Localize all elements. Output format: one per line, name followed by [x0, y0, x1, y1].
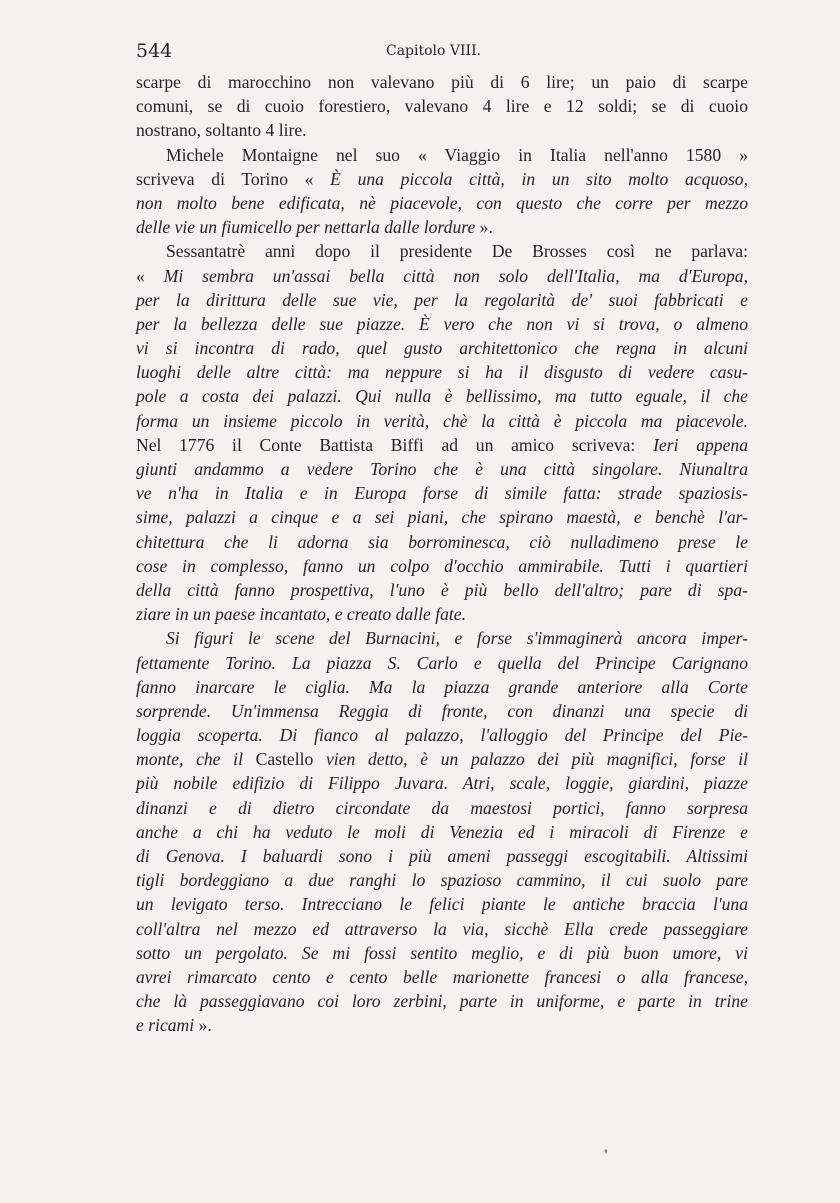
text-line: tigli bordeggiano a due ranghi lo spazioso cammino, il cui suolo pare [136, 870, 748, 891]
text-line: dinanzi e di dietro circondate da maestosi portici, fanno sorpresa [136, 797, 748, 818]
text-line: e ricami ». [136, 1015, 212, 1036]
text-line: nostrano, soltanto 4 lire. [136, 120, 307, 141]
text-line: coll'altra nel mezzo ed attraverso la via, sicchè Ella crede passeggiare [136, 918, 748, 939]
text-line: giunti andammo a vedere Torino che è una città singolare. Niunaltra [136, 459, 748, 479]
text-line: per la bellezza delle sue piazze. È vero che non vi si trova, o almeno [136, 313, 748, 334]
text-line: Nel 1776 il Conte Battista Biffi ad un amico scriveva: Ieri appena [136, 434, 748, 455]
page-number: 544 [136, 40, 173, 62]
text-line: sime, palazzi a cinque e a sei piani, che spirano maestà, e benchè l'ar- [136, 507, 748, 528]
text-line: loggia scoperta. Di fianco al palazzo, l'alloggio del Principe del Pie- [136, 725, 748, 746]
body-text [136, 70, 748, 1038]
text-line: che là passeggiavano coi loro zerbini, parte in uniforme, e parte in trine [136, 991, 748, 1012]
text-line: chitettura che li adorna sia borrominesca, ciò nulladimeno prese le [136, 531, 748, 552]
text-line: un levigato terso. Intrecciano le felici piante le antiche braccia l'una [136, 894, 748, 915]
text-line: Sessantatrè anni dopo il presidente De Brosses così ne parlava: [166, 241, 748, 262]
text-line: ve n'ha in Italia e in Europa forse di simile fatta: strade spaziosis- [136, 483, 748, 504]
text-line: scarpe di marocchino non valevano più di 6 lire; un paio di scarpe [136, 72, 748, 92]
text-line: Michele Montaigne nel suo « Viaggio in Italia nell'anno 1580 » [166, 144, 748, 165]
text-line: sotto un pergolato. Se mi fossi sentito meglio, e di più buon umore, vi [136, 942, 748, 963]
text-line: fanno inarcare le ciglia. Ma la piazza grande anteriore alla Corte [136, 676, 748, 697]
text-line: di Genova. I baluardi sono i più ameni passeggi escogitabili. Altissimi [136, 846, 748, 866]
text-line: pole a costa dei palazzi. Qui nulla è bellissimo, ma tutto eguale, il che [136, 386, 748, 407]
text-line: Si figuri le scene del Burnacini, e forse s'immaginerà ancora imper- [166, 628, 748, 649]
text-line: non molto bene edificata, nè piacevole, con questo che corre per mezzo [136, 192, 748, 213]
text-line: fettamente Torino. La piazza S. Carlo e quella del Principe Carignano [136, 652, 748, 673]
text-line: ziare in un paese incantato, e creato dalle fate. [136, 604, 466, 625]
running-head: Capitolo VIII. [386, 43, 482, 59]
page-header [136, 40, 740, 64]
text-line: forma un insieme piccolo in verità, chè la città è piccola ma piacevole. [136, 410, 748, 431]
text-line: scriveva di Torino « È una piccola città, in un sito molto acquoso, [136, 168, 748, 189]
text-line: cose in complesso, fanno un colpo d'occhio ammirabile. Tutti i quartieri [136, 555, 748, 576]
text-line: comuni, se di cuoio forestiero, valevano 4 lire e 12 soldi; se di cuoio [136, 96, 748, 117]
text-line: della città fanno prospettiva, l'uno è più bello dell'altro; pare di spa- [136, 579, 748, 600]
text-line: anche a chi ha veduto le moli di Venezia ed i miracoli di Firenze e [136, 821, 748, 842]
text-line: luoghi delle altre città: ma neppure si ha il disgusto di vedere casu- [136, 362, 748, 383]
text-line: delle vie un fiumicello per nettarla dalle lordure ». [136, 217, 493, 238]
scan-speck-mark: ❜ [604, 1148, 609, 1163]
text-line: più nobile edifizio di Filippo Juvara. Atri, scale, loggie, giardini, piazze [136, 773, 748, 794]
text-line: vi si incontra di rado, quel gusto architettonico che regna in alcuni [136, 338, 748, 359]
text-line: avrei rimarcato cento e cento belle marionette francesi o alla francese, [136, 966, 748, 987]
text-line: « Mi sembra un'assai bella città non solo dell'Italia, ma d'Europa, [136, 265, 748, 286]
text-line: monte, che il Castello vien detto, è un palazzo dei più magnifici, forse il [136, 749, 748, 770]
text-line: per la dirittura delle sue vie, per la regolarità de' suoi fabbricati e [136, 289, 748, 310]
text-line: sorprende. Un'immensa Reggia di fronte, con dinanzi una specie di [136, 700, 748, 721]
